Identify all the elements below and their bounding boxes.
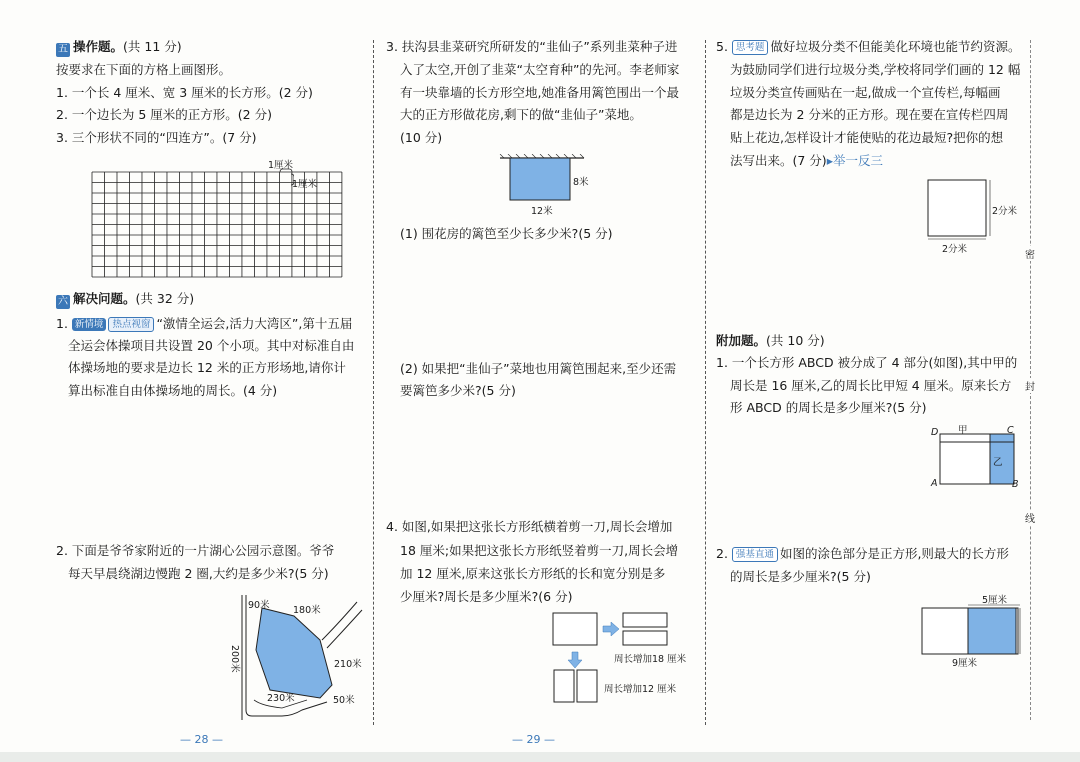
left-column	[0, 0, 370, 762]
problem-text: 入了太空,开创了韭菜“太空育种”的先河。李老师家	[400, 62, 680, 77]
map-label: 200米	[229, 645, 240, 673]
seal-mark: 密	[1025, 246, 1035, 261]
problem-text: 为鼓励同学们进行垃圾分类,学校将同学们画的 12 幅	[730, 62, 1021, 77]
dimension-label: 12米	[531, 206, 553, 217]
region-label: 甲	[958, 425, 968, 436]
cut-label: 周长增加18 厘米	[614, 654, 687, 665]
problem-e2-line	[716, 543, 1009, 565]
section-title: 解决问题。	[73, 291, 136, 306]
problem-text: 做好垃圾分类不但能美化环境也能节约资源。	[770, 39, 1021, 54]
unit-bracket-icon	[278, 168, 294, 190]
section-score: (共 32 分)	[135, 291, 195, 306]
cut-label: 周长增加12 厘米	[604, 684, 677, 695]
tag-badge: 思考题	[732, 40, 769, 55]
related-link[interactable]: ▸举一反三	[826, 153, 883, 168]
vertex-label: D	[931, 427, 939, 438]
map-label: 230米	[267, 693, 295, 704]
map-label: 90米	[248, 600, 270, 611]
squares-rectangle-diagram	[920, 604, 1024, 656]
sub-question: (2) 如果把“韭仙子”菜地也用篱笆围起来,至少还需	[400, 361, 677, 376]
question-text: 1. 一个长 4 厘米、宽 3 厘米的长方形。(2 分)	[56, 85, 313, 100]
dimension-label: 2分米	[942, 244, 968, 255]
problem-number: 1.	[56, 316, 68, 331]
problem-text: (10 分)	[400, 130, 443, 145]
section-score: (共 10 分)	[766, 333, 825, 348]
square-poster-diagram	[926, 178, 998, 240]
problem-text: 18 厘米;如果把这张长方形纸竖着剪一刀,周长会增	[400, 543, 679, 558]
vertex-label: B	[1012, 479, 1019, 490]
section-number-badge: 五	[58, 44, 68, 55]
seal-mark: 线	[1025, 510, 1035, 525]
question-text: 3. 三个形状不同的“四连方”。(7 分)	[56, 130, 257, 145]
problem-text: 都是边长为 2 分米的正方形。现在要在宣传栏四周	[730, 107, 1009, 122]
problem-1-line	[56, 313, 352, 335]
section-6-heading	[56, 288, 194, 310]
problem-text: 形 ABCD 的周长是多少厘米?(5 分)	[730, 400, 927, 415]
problem-text: 算出标准自由体操场地的周长。(4 分)	[68, 383, 278, 398]
page-number: — 28 —	[180, 733, 223, 746]
map-label: 210米	[334, 659, 362, 670]
problem-text: 1. 一个长方形 ABCD 被分成了 4 部分(如图),其中甲的	[716, 355, 1018, 370]
seal-mark: 封	[1025, 378, 1035, 393]
map-label: 50米	[333, 695, 355, 706]
column-divider	[705, 40, 706, 725]
column-divider	[373, 40, 374, 725]
grid-unit-label-top: 1厘米	[268, 160, 294, 171]
section-title: 附加题。	[716, 333, 767, 348]
problem-number: 2.	[716, 546, 728, 561]
tag-badge: 新情境	[72, 318, 107, 331]
problem-text: 大的正方形做花房,剩下的做“韭仙子”菜地。	[400, 107, 642, 122]
problem-text: “激情全运会,活力大湾区”,第十五届	[156, 316, 353, 331]
problem-text: 法写出来。(7 分)	[730, 153, 827, 168]
sub-question: (1) 围花房的篱笆至少长多少米?(5 分)	[400, 226, 613, 241]
problem-text: 如图的涂色部分是正方形,则最大的长方形	[779, 546, 1009, 561]
instruction-text: 按要求在下面的方格上画图形。	[56, 62, 232, 77]
page-number: — 29 —	[512, 733, 555, 746]
problem-text: 4. 如图,如果把这张长方形纸横着剪一刀,周长会增加	[386, 519, 673, 534]
problem-text: 周长是 16 厘米,乙的周长比甲短 4 厘米。原来长方	[730, 378, 1012, 393]
dimension-label: 9厘米	[952, 658, 978, 669]
extra-heading	[716, 330, 825, 352]
rectangle-abcd-diagram	[938, 432, 1018, 487]
vertex-label: A	[931, 478, 938, 489]
section-score: (共 11 分)	[123, 39, 182, 54]
middle-column	[376, 0, 706, 762]
sub-question: 要篱笆多少米?(5 分)	[400, 383, 516, 398]
section-title: 操作题。	[73, 39, 124, 54]
dimension-label: 2分米	[992, 206, 1018, 217]
tag-badge: 热点视窗	[108, 317, 154, 332]
problem-text: 加 12 厘米,原来这张长方形纸的长和宽分别是多	[400, 566, 666, 581]
map-label: 180米	[293, 605, 321, 616]
problem-text: 每天早晨绕湖边慢跑 2 圈,大约是多少米?(5 分)	[68, 566, 329, 581]
problem-text: 少厘米?周长是多少厘米?(6 分)	[400, 589, 573, 604]
problem-number: 5.	[716, 39, 728, 54]
region-label: 乙	[993, 457, 1003, 468]
page-bottom-strip	[0, 752, 1080, 762]
question-text: 2. 一个边长为 5 厘米的正方形。(2 分)	[56, 107, 272, 122]
problem-text: 贴上花边,怎样设计才能使贴的花边最短?把你的想	[730, 130, 1004, 145]
problem-text: 有一块靠墙的长方形空地,她准备用篱笆围出一个最	[400, 85, 679, 100]
dimension-label: 5厘米	[982, 595, 1008, 606]
problem-text: 3. 扶沟县韭菜研究所研发的“韭仙子”系列韭菜种子进	[386, 39, 678, 54]
vertex-label: C	[1007, 425, 1014, 436]
problem-text: 全运会体操项目共设置 20 个小项。其中对标准自由	[68, 338, 355, 353]
problem-text: 2. 下面是爷爷家附近的一片湖心公园示意图。爷爷	[56, 543, 335, 558]
tag-badge: 强基直通	[732, 547, 778, 562]
section-5-heading	[56, 36, 182, 58]
grid-unit-label-side: 1厘米	[292, 179, 318, 190]
right-column	[708, 0, 1038, 762]
dimension-label: 8米	[573, 177, 589, 188]
problem-text: 垃圾分类宣传画贴在一起,做成一个宣传栏,每幅画	[730, 85, 1001, 100]
problem-text: 的周长是多少厘米?(5 分)	[730, 569, 871, 584]
problem-text: 体操场地的要求是边长 12 米的正方形场地,请你计	[68, 360, 346, 375]
problem-text-last	[730, 150, 883, 172]
section-number-badge: 六	[58, 296, 68, 307]
problem-5-line	[716, 36, 1020, 58]
